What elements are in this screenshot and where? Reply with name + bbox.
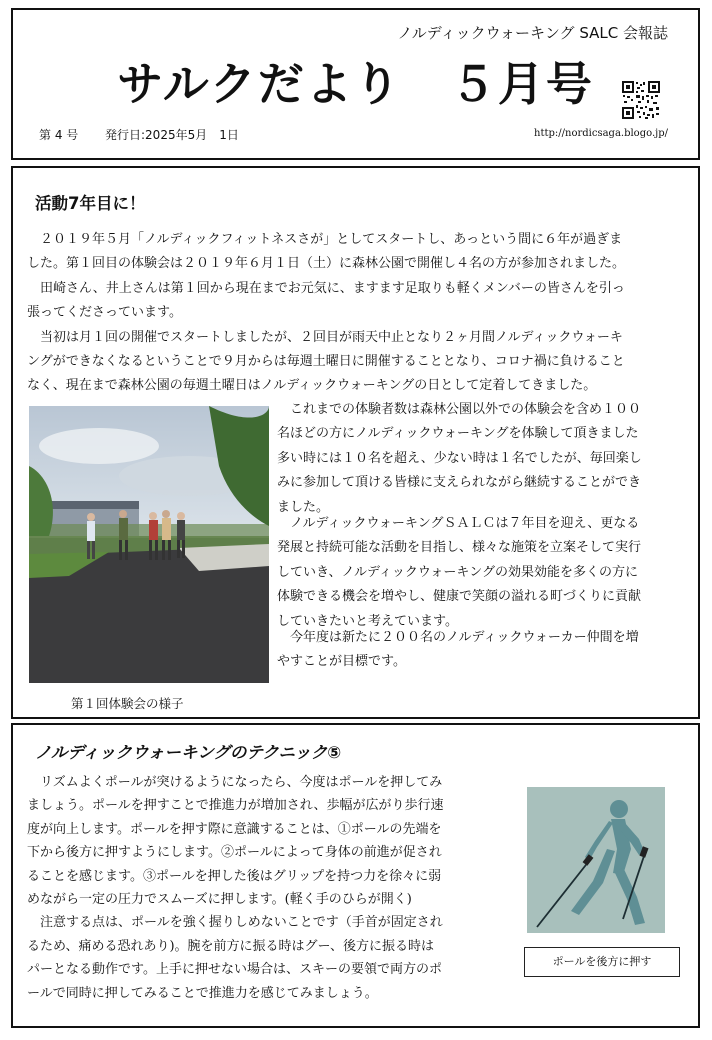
article-technique	[11, 723, 700, 1028]
article1-paragraph-vision	[277, 512, 679, 634]
photo-caption: 第１回体験会の様子	[71, 696, 184, 711]
issue-number: 第 4 号	[39, 128, 79, 142]
photo-walkers-illustration	[29, 406, 269, 683]
text-line: みに参加して頂ける皆様に支えられながら継続することができ	[277, 475, 642, 491]
issue-date: 発行日:2025年5月 1日	[105, 128, 239, 142]
text-line: 今年度は新たに２００名のノルディックウォーカー仲間を増	[277, 630, 639, 645]
text-line: ２０１９年５月「ノルディックフィットネスさが」としてスタートし、あっという間に６年が過ぎま	[27, 232, 623, 247]
walker-silhouette-icon	[527, 787, 665, 933]
photo-first-session	[29, 406, 269, 683]
text-line: 発展と持続可能な活動を目指し、様々な施策を立案そして実行	[277, 540, 642, 556]
article1-heading: 活動7年目に！	[35, 194, 146, 213]
text-line: 下から後方に押すようにします。②ポールによって身体の前進が促され	[27, 845, 442, 861]
article1-paragraph-participants	[277, 398, 679, 520]
text-line: 注意する点は、ポールを強く握りしめないことです（手首が固定され	[27, 915, 443, 931]
text-line: ールで同時に押してみることで推進力を感じてみましょう。	[27, 985, 378, 1001]
qr-code-icon	[621, 80, 661, 120]
article2-paragraph	[27, 771, 477, 1005]
article1-paragraph-intro	[27, 228, 679, 399]
image-caption-box	[524, 947, 680, 977]
article1-paragraph-goal	[277, 626, 679, 675]
text-line: めながら一定の圧力でスムーズに押します。(軽く手のひらが開く)	[27, 892, 412, 908]
text-line: ることを感じます。③ポールを押した後はグリップを持つ力を徐々に弱	[27, 868, 442, 884]
text-line: 名ほどの方にノルディックウォーキングを体験して頂きました	[277, 426, 639, 442]
text-line: した。第１回目の体験会は２０１９年６月１日（土）に森林公園で開催し４名の方が参加されました。	[27, 256, 626, 272]
org-subtitle: ノルディックウォーキング SALC 会報誌	[397, 24, 668, 42]
walker-pushing-pole-image	[527, 787, 665, 933]
text-line: 張ってくださっています。	[27, 305, 182, 321]
image-caption: ポールを後方に押す	[552, 955, 652, 968]
text-line: 体験できる機会を増やし、健康で笑顔の溢れる町づくりに貢献	[277, 589, 642, 605]
text-line: ました。	[277, 499, 330, 515]
text-line: ましょう。ポールを押すことで推進力が増加され、歩幅が広がり歩行速	[27, 798, 444, 814]
text-line: やすことが目標です。	[277, 654, 406, 670]
text-line: リズムよくポールが突けるようになったら、今度はポールを押してみ	[27, 775, 443, 790]
article2-heading: ノルディックウォーキングのテクニック⑤	[35, 743, 342, 762]
text-line: これまでの体験者数は森林公園以外での体験会を含め１００	[277, 402, 642, 417]
article-activity-7th-year	[11, 166, 700, 719]
text-line: 田崎さん、井上さんは第１回から現在までお元気に、ますます足取りも軽くメンバーの皆さんを引っ	[27, 280, 625, 296]
text-line: るため、痛める恐れあり)。腕を前方に振る時はグー、後方に振る時は	[27, 938, 435, 954]
text-line: ノルディックウォーキングＳＡＬＣは７年目を迎え、更なる	[277, 516, 640, 531]
text-line: なく、現在まで森林公園の毎週土曜日はノルディックウォーキングの日として定着してきました。	[27, 378, 597, 394]
text-line: 当初は月１回の開催でスタートしましたが、２回目が雨天中止となり２ヶ月間ノルディックウォーキ	[27, 329, 623, 345]
masthead-title: サルクだより ５月号	[117, 57, 594, 111]
blog-url: http://nordicsaga.blogo.jp/	[534, 128, 668, 139]
text-line: していきたいと考えています。	[277, 613, 458, 629]
text-line: 度が向上します。ポールを押す際に意識することは、①ポールの先端を	[27, 821, 442, 837]
text-line: ングができなくなるということで９月からは毎週土曜日に開催することとなり、コロナ禍に負けること	[27, 354, 625, 370]
header-box	[11, 8, 700, 160]
text-line: していき、ノルディックウォーキングの効果効能を多くの方に	[277, 564, 639, 580]
text-line: パーとなる動作です。上手に押せない場合は、スキーの要領で両方のポ	[27, 962, 442, 978]
text-line: 多い時には１０名を超え、少ない時は１名でしたが、毎回楽し	[277, 450, 642, 466]
